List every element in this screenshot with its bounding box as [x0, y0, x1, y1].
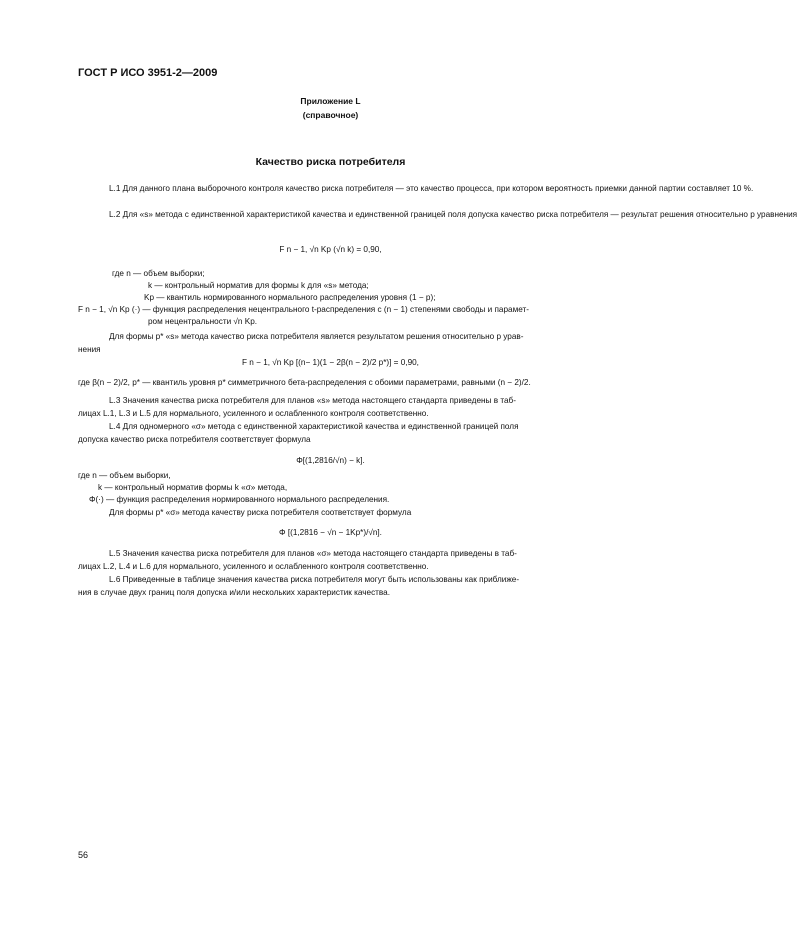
p-form-intro: Для формы p* «s» метода качество риска потребителя является результатом решения относительно p урав-: [109, 332, 524, 341]
def-symbol: Kp —: [144, 293, 165, 302]
def-text: объем выборки,: [109, 471, 171, 480]
page-number: 56: [78, 850, 89, 860]
paragraph-l2-text: L.2 Для «s» метода с единственной характеристикой качества и единственной границей поля допуска качество риска потребителя — результат решения относительно p уравнения: [109, 210, 797, 219]
def-row: [112, 268, 205, 280]
formula-1: F n − 1, √n Kp (√n k) = 0,90,: [279, 245, 382, 254]
def-symbol: k —: [98, 483, 113, 492]
def-text: контрольный норматив формы k «σ» метода,: [114, 483, 288, 492]
p-form-intro-cont: нения: [78, 345, 101, 354]
paragraph-l6-line1: L.6 Приведенные в таблице значения качества риска потребителя могут быть использованы как приближе-: [109, 575, 520, 584]
beta-definition: где β(n − 2)/2, p* — квантиль уровня p* симметричного бета-распределения с обоими параметрами, равными (n − 2)/2.: [78, 378, 531, 387]
def-text: функция распределения нецентрального t-распределения с (n − 1) степенями свободы и парамет-: [152, 305, 529, 314]
def-row: [148, 316, 257, 328]
def-row: [98, 482, 287, 494]
paragraph-l3-line2: лицах L.1, L.3 и L.5 для нормального, усиленного и ослабленного контроля соответственно.: [78, 409, 429, 418]
def-text: квантиль нормированного нормального распределения уровня (1 − p);: [166, 293, 436, 302]
def-row: [89, 494, 389, 506]
formula-3: Φ[(1,2816/√n) − k].: [296, 456, 365, 465]
paragraph-l1-text: L.1 Для данного плана выборочного контроля качество риска потребителя — это качество процесса, при котором вероятность приемки данной партии составляет 10 %.: [109, 184, 754, 193]
paragraph-l5-line1: L.5 Значения качества риска потребителя для планов «σ» метода настоящего стандарта приведены в таб-: [109, 549, 517, 558]
paragraph-l4-line1: L.4 Для одномерного «σ» метода с единственной характеристикой качества и единственной границей поля: [109, 422, 519, 431]
def-symbol: где n —: [78, 471, 108, 480]
formula-2: F n − 1, √n Kp [(n− 1)(1 − 2β(n − 2)/2 p*)] = 0,90,: [242, 358, 419, 367]
paragraph-l6-line2: ния в случае двух границ поля допуска и/или нескольких характеристик качества.: [78, 588, 391, 597]
def-row: [78, 470, 171, 482]
p-form-sigma: Для формы p* «σ» метода качеству риска потребителя соответствует формула: [109, 508, 412, 517]
def-symbol: F n − 1, √n Kp (·) —: [78, 305, 151, 314]
appendix-label: Приложение L: [300, 96, 361, 106]
definitions-list-2: [78, 470, 598, 508]
def-text: объем выборки;: [143, 269, 205, 278]
def-row: [144, 292, 435, 304]
def-symbol: k —: [148, 281, 163, 290]
paragraph-l2: [78, 209, 797, 222]
def-row: [78, 304, 529, 316]
definitions-list-1: [78, 268, 598, 330]
def-text: функция распределения нормированного нормального распределения.: [116, 495, 390, 504]
def-text: ром нецентральности √n Kp.: [148, 317, 258, 326]
document-header: ГОСТ Р ИСО 3951-2—2009: [78, 67, 218, 79]
formula-4: Φ [(1,2816 − √n − 1Kp*)/√n].: [279, 528, 382, 537]
section-title: Качество риска потребителя: [255, 156, 406, 168]
paragraph-l1: [78, 183, 754, 196]
appendix-note: (справочное): [302, 110, 359, 120]
def-text: контрольный норматив для формы k для «s» метода;: [164, 281, 369, 290]
def-symbol: Φ(·) —: [89, 495, 115, 504]
def-symbol: где n —: [112, 269, 142, 278]
def-row: [148, 280, 369, 292]
paragraph-l5-line2: лицах L.2, L.4 и L.6 для нормального, усиленного и ослабленного контроля соответственно.: [78, 562, 429, 571]
paragraph-l3-line1: L.3 Значения качества риска потребителя для планов «s» метода настоящего стандарта приведены в таб-: [109, 396, 516, 405]
paragraph-l4-line2: допуска качество риска потребителя соответствует формула: [78, 435, 311, 444]
